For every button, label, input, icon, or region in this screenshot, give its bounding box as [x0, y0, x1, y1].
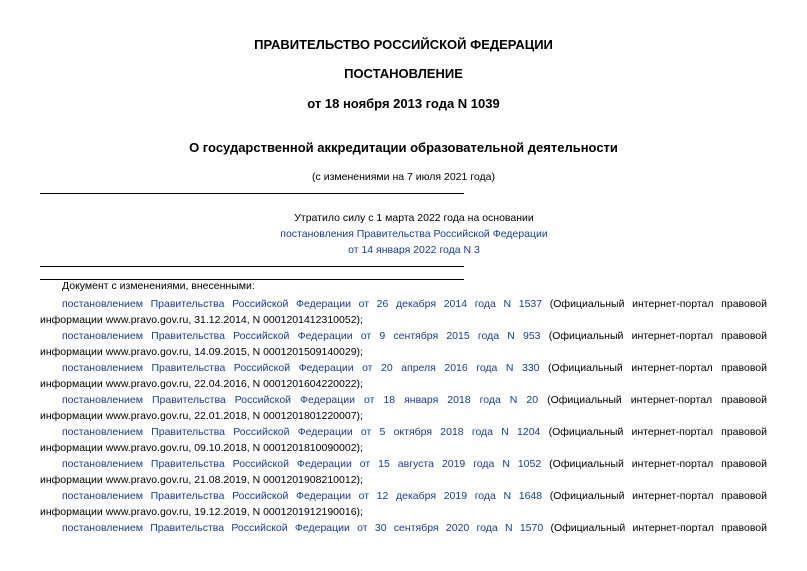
- list-item: [40, 360, 767, 392]
- amendment-source-note: (Официальный интернет-портал правовой: [548, 330, 768, 342]
- list-item: [40, 328, 767, 360]
- amendment-decree-link[interactable]: постановлением Правительства Российской Федерации от 20 апреля 2016 года N 330: [62, 362, 540, 374]
- list-item: [40, 392, 767, 424]
- lapse-text: Утратило силу с 1 марта 2022 года на основании: [294, 212, 534, 224]
- amendment-publication-info: информации www.pravo.gov.ru, 22.04.2016, N 0001201604220022);: [40, 378, 363, 390]
- government-heading: ПРАВИТЕЛЬСТВО РОССИЙСКОЙ ФЕДЕРАЦИИ: [254, 37, 553, 52]
- divider: [40, 193, 464, 194]
- amendment-source-note: (Официальный интернет-портал правовой: [547, 394, 768, 406]
- amendment-publication-info: информации www.pravo.gov.ru, 14.09.2015, N 0001201509140029);: [40, 346, 363, 358]
- amendment-decree-link[interactable]: постановлением Правительства Российской Федерации от 9 сентября 2015 года N 953: [62, 330, 541, 342]
- amendment-source-note: (Официальный интернет-портал правовой: [549, 458, 768, 470]
- document-type: ПОСТАНОВЛЕНИЕ: [344, 66, 463, 81]
- list-item: [40, 488, 767, 520]
- amendments-list: [40, 296, 767, 536]
- list-item: [40, 456, 767, 488]
- amendment-source-note: (Официальный интернет-портал правовой: [549, 298, 768, 310]
- amendment-publication-info: информации www.pravo.gov.ru, 22.01.2018, N 0001201801220007);: [40, 410, 363, 422]
- list-item: [40, 296, 767, 328]
- document-date-number: от 18 ноября 2013 года N 1039: [307, 96, 500, 111]
- amendment-decree-link[interactable]: постановлением Правительства Российской Федерации от 26 декабря 2014 года N 1537: [62, 298, 543, 310]
- divider: [40, 266, 464, 267]
- amendment-decree-link[interactable]: постановлением Правительства Российской Федерации от 15 августа 2019 года N 1052: [62, 458, 542, 470]
- amendment-publication-info: информации www.pravo.gov.ru, 09.10.2018, N 0001201810090002);: [40, 442, 363, 454]
- amendment-source-note: (Официальный интернет-портал правовой: [550, 522, 767, 534]
- list-item: [40, 424, 767, 456]
- amendment-publication-info: информации www.pravo.gov.ru, 21.08.2019, N 0001201908210012);: [40, 474, 363, 486]
- amended-note: (с изменениями на 7 июля 2021 года): [312, 171, 495, 183]
- amendment-source-note: (Официальный интернет-портал правовой: [548, 362, 767, 374]
- amendment-decree-link[interactable]: постановлением Правительства Российской Федерации от 5 октября 2018 года N 1204: [62, 426, 541, 438]
- amendment-source-note: (Официальный интернет-портал правовой: [548, 426, 767, 438]
- document-title: О государственной аккредитации образовательной деятельности: [189, 140, 618, 155]
- amendment-decree-link[interactable]: постановлением Правительства Российской Федерации от 30 сентября 2020 года N 1570: [62, 522, 544, 534]
- amendment-publication-info: информации www.pravo.gov.ru, 31.12.2014, N 0001201412310052);: [40, 314, 363, 326]
- amendment-publication-info: информации www.pravo.gov.ru, 19.12.2019, N 0001201912190016);: [40, 506, 363, 518]
- amendment-decree-link[interactable]: постановлением Правительства Российской Федерации от 18 января 2018 года N 20: [62, 394, 539, 406]
- amendments-intro: Документ с изменениями, внесенными:: [62, 280, 255, 292]
- list-item: [40, 520, 767, 536]
- lapse-decree-link[interactable]: постановления Правительства Российской Федерации: [280, 228, 548, 240]
- amendment-decree-link[interactable]: постановлением Правительства Российской Федерации от 12 декабря 2019 года N 1648: [62, 490, 543, 502]
- lapse-decree-link-date[interactable]: от 14 января 2022 года N 3: [348, 244, 480, 256]
- amendment-source-note: (Официальный интернет-портал правовой: [549, 490, 768, 502]
